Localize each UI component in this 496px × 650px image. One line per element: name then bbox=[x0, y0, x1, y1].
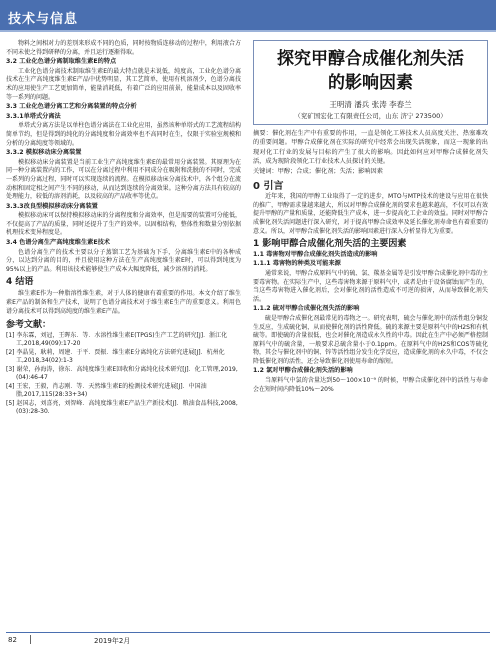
paragraph-3-2: 工业化色谱分离技术制取维生素E的最大特点就是未说低，纯度高，工业化色谱分离技术在生产高纯度维生素E产品中优势明显，其工艺简单，使用有机溶剂少，色谱分离技术的应用使生产工艺更加简单，能量消耗低，有着广泛的应用前景，能量成本以及固收率等一系列的问题。 bbox=[6, 67, 241, 101]
heading-3-3-1: 3.3.1单塔式分离法 bbox=[6, 112, 61, 120]
page-number: 82 bbox=[8, 636, 17, 644]
keywords: 关键词：甲醇；合成；催化剂；失活；影响因素 bbox=[253, 168, 383, 175]
heading-conclusion: 4 结语 bbox=[6, 277, 34, 288]
page-footer bbox=[0, 630, 496, 650]
reference-item: [3] 谢荣，孙海涛，徐东．高纯度维生素E回收和分离纯化技术研究[J]．化工管理,2019,(04):46-47 bbox=[6, 365, 238, 382]
right-column bbox=[253, 40, 488, 394]
heading-3-3-2: 3.3.2 模拟移动床分离装置 bbox=[6, 149, 82, 157]
heading-3-2: 3.2 工业化色谱分离制取维生素E的特点 bbox=[6, 58, 117, 66]
heading-introduction: 0 引言 bbox=[253, 180, 284, 192]
article-title-box bbox=[253, 40, 488, 125]
heading-3-3: 3.3 工业化色谱分离工艺和分离装置的特点分析 bbox=[6, 103, 137, 111]
paragraph-3-3-3: 模拟移动床可以保持模拟移动床的分离程度和分离效率，但是需要的装置可分能低，不仅提高了产品的质量，同时还提升了生产的效率。以固相结构，整体性和数量分别依据机理技术变异程度是。 bbox=[6, 212, 241, 237]
article-title-line-1: 探究甲醇合成催化剂失活 bbox=[277, 49, 464, 69]
article-title-line-2: 的影响因素 bbox=[328, 73, 413, 93]
reference-item: [1] 李东霖，刘冠，王晖东．等．水溶性维生素E(TPGS)生产工艺的研究[J]．浙江化工,2018,49(09):17-20 bbox=[6, 331, 228, 348]
continued-paragraph: 物料之间相对力的差别来形成不同的色质，同时按物质连移动的过程中，利用液合方不同未使之得到研释的分离，并且运行逐渐得取。 bbox=[6, 40, 241, 56]
heading-1: 1 影响甲醇合成催化剂失活的主要因素 bbox=[253, 239, 407, 250]
issue-date: 2019年2月 bbox=[94, 637, 131, 645]
references-heading: 参考文献： bbox=[6, 320, 52, 331]
heading-1-1-2: 1.1.2 硫对甲醇合成催化剂失活的影响 bbox=[253, 305, 360, 313]
paragraph-3-4: 色谱分离生产的技术主要以分子蒸馏工艺为基础为下手，分离维生素E中的各种成分，以达到分离的目的，并且使用这种方法在生产高纯度维生素E时，可以得到纯度为95%以上的产品。利用该技术能够使生产成本大幅度降低，减少溶剂的消耗。 bbox=[6, 248, 241, 273]
paragraph-conclusion: 维生素E作为一种脂溶性维生素，对于人体的健康有着重要的作用。本文介绍了维生素E产品的制备和生产技术，说明了色谱分离技术对于维生素E生产的重要意义。利用色谱分离技术可以得到高纯度的维生素E产品。 bbox=[6, 290, 241, 315]
authors: 王明清 潘兵 张涛 李春兰 bbox=[329, 100, 412, 109]
paragraph-1-1-2: 硫是甲醇合成催化剂最常见的毒物之一。研究表明，硫会与催化剂中的活性组分铜发生反应，生成硫化铜，从而使催化剂的活性降低。硫的来源主要是原料气中的H2S和有机硫等。即使硫的含量很低，也会对催化剂造成永久性的中毒。因此在生产中必须严格控制原料气中的硫含量，一般要求总硫含量小于0.1ppm。在原料气中的H2S和COS等硫化物，其会与催化剂中的铜、锌等活性组分发生化学反应，造成催化剂的永久中毒，不仅会降低催化剂的活性，还会导致催化剂使用寿命的缩短。 bbox=[253, 314, 488, 365]
footer-separator bbox=[30, 635, 31, 644]
section-header-bar bbox=[0, 0, 496, 32]
abstract: 摘要：催化剂在生产中有重要的作用，一直是领化工界技术人员高度关注、热塞难攻的重要问题。甲醇合成催化剂在实际的研究中经常会出现失活现象，而这一现象的出现对化工行业的发展与目标的产生了很大的影响。因此如何应对甲醇合成催化剂失活，成为现阶段领化工行业技术人员探讨的关键。 bbox=[253, 130, 488, 165]
reference-item: [4] 王宏，王毅，肖志刚．等．天然维生素E的检测技术研究进展[J]．中国油脂,2017,115(28:33+34) bbox=[6, 382, 207, 399]
reference-item: [5] 赵国志，刘喜亮，刘智峰．高纯度维生素E产品生产新技术[J]．粮油食品科技,2008,(03):28-30. bbox=[6, 399, 238, 416]
paragraph-3-3-1: 单塔式分离方法是以单柱色谱分离法在工业化应用，虽然该种单塔式的工艺流程结构简单节约，但是得到的纯化的分离纯度和分离效率也不高同时在生，仅限于实验室规模和分析的分离纯度等领域的。 bbox=[6, 122, 241, 147]
heading-3-3-3: 3.3.3改良型模拟移动床分离装置 bbox=[6, 202, 98, 210]
paragraph-3-3-2: 模拟移动床分离装置是当前工业生产高纯度维生素E的最常用分离装置。其原理为在同一种分离装置内的工作，可以在分离过程中利用不同成分在吸附和洗脱的不同时，完成一系列的分离过程，同时可以实现连续的流程。在模拟移动床分离技术中，各个组分在流动相和固定相之间产生不同的移动，从而达到连续的分离效果。这种分离方法具有较高的处理能力，较低的溶剂消耗，以及较高的产品收率等优点。 bbox=[6, 158, 241, 201]
heading-3-4: 3.4 色谱分离生产高纯度维生素E技术 bbox=[6, 239, 110, 247]
heading-1-2: 1.2 氯对甲醇合成催化剂失活的影响 bbox=[253, 367, 353, 375]
paragraph-1-1-1: 通常来说，甲醇合成原料气中的硫、氯、羰基金属等是引发甲醇合成催化剂中毒的主要毒害物。在实际生产中，这些毒害物来源于原料气中，或者是由于设备腐蚀而产生的，当这些毒害物进入催化剂后，会对催化剂的活性造成不可逆的损害，从而导致催化剂失活。 bbox=[253, 269, 488, 303]
paragraph-introduction: 近年来，我国的甲醇工业取得了一定的进步，MTO与MTP技术的建设与应用在很快的推广，甲醇需求量越来越大，所以对甲醇合成催化剂的要求也越来越高，不仅可以有效提升甲醇的产量和质量，还能降低生产成本，进一步提高化工企业的效益。同时对甲醇合成催化剂失活问题进行深入研究，对于提高甲醇合成效率及延长催化剂寿命也有着重要的意义。所以，对甲醇合成催化剂失活的影响因素进行深入分析显得尤为重要。 bbox=[253, 193, 488, 235]
footer-divider bbox=[6, 632, 490, 633]
section-header-label: 技术与信息 bbox=[8, 12, 79, 27]
left-column bbox=[6, 40, 241, 417]
heading-1-1-1: 1.1.1 毒害物的种类及可能来源 bbox=[253, 260, 341, 268]
paragraph-1-2: 当原料气中氯的含量达到50～100×10⁻⁹ 的时候，甲醇合成催化剂中的活性与寿命会在短时间内降低10%～20% bbox=[253, 377, 488, 393]
header-divider bbox=[0, 30, 496, 32]
heading-1-1: 1.1 毒害物对甲醇合成催化剂失活造成的影响 bbox=[253, 250, 378, 258]
affiliation: （兖矿国宏化工有限责任公司，山东 济宁 273500） bbox=[294, 111, 447, 120]
reference-item: [2] 李晶晃，耿莉，周建．于平．贾振．维生素E分离纯化方法研究进展[J]．杭州化工,2018,34(02):1-3 bbox=[6, 348, 225, 365]
